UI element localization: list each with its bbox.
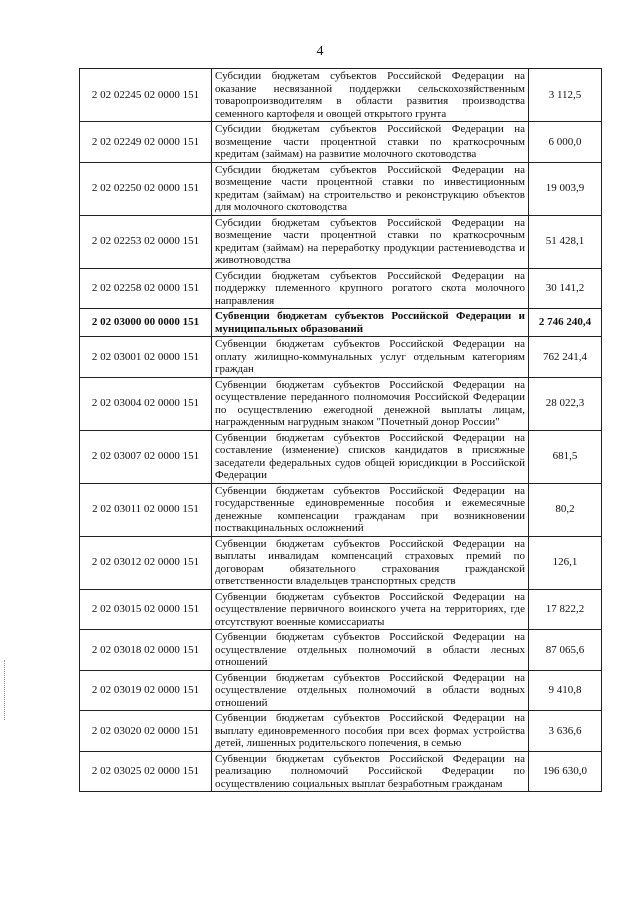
row-amount: 681,5 [529,430,602,483]
row-amount: 17 822,2 [529,589,602,630]
row-code: 2 02 03011 02 0000 151 [80,483,212,536]
table-row [80,630,602,671]
table-row [80,589,602,630]
row-amount: 87 065,6 [529,630,602,671]
table-row [80,122,602,163]
row-description: Субвенции бюджетам субъектов Российской Федерации на осуществление первичного воинского учета на территориях, где отсутствуют военные комиссариаты [212,589,529,630]
row-description: Субвенции бюджетам субъектов Российской Федерации на государственные единовременные пособия и ежемесячные денежные компенсации гражданам при возникновении поствакцинальных осложнений [212,483,529,536]
row-description: Субвенции бюджетам субъектов Российской Федерации на составление (изменение) списков кандидатов в присяжные заседатели федеральных судов общей юрисдикции в Российской Федерации [212,430,529,483]
row-code: 2 02 03012 02 0000 151 [80,536,212,589]
page-number: 4 [316,44,324,59]
row-description: Субвенции бюджетам субъектов Российской Федерации на осуществление отдельных полномочий в области водных отношений [212,670,529,711]
table-row [80,337,602,378]
margin-marks [4,660,7,720]
row-description: Субсидии бюджетам субъектов Российской Федерации на оказание несвязанной поддержки сельскохозяйственным товаропроизводителям в области развития производства семенного картофеля и овощей открытого грунта [212,69,529,122]
table-row [80,215,602,268]
table-row [80,670,602,711]
row-code: 2 02 02253 02 0000 151 [80,215,212,268]
table-row [80,430,602,483]
row-code: 2 02 03020 02 0000 151 [80,711,212,752]
row-description: Субвенции бюджетам субъектов Российской Федерации на осуществление отдельных полномочий в области лесных отношений [212,630,529,671]
row-description: Субсидии бюджетам субъектов Российской Федерации на возмещение части процентной ставки по краткосрочным кредитам (займам) на развитие молочного скотоводства [212,122,529,163]
row-description: Субвенции бюджетам субъектов Российской Федерации на осуществление переданного полномочия Российской Федерации по осуществлению ежегодной денежной выплаты лицам, награжденным нагрудным знаком "Почетный донор России" [212,377,529,430]
row-description: Субвенции бюджетам субъектов Российской Федерации на выплаты инвалидам компенсаций страховых премий по договорам обязательного страхования гражданской ответственности владельцев транспортных средств [212,536,529,589]
row-code: 2 02 03000 00 0000 151 [80,309,212,337]
row-code: 2 02 02249 02 0000 151 [80,122,212,163]
table-row [80,536,602,589]
table-row [80,751,602,792]
row-code: 2 02 03015 02 0000 151 [80,589,212,630]
row-amount: 3 112,5 [529,69,602,122]
row-amount: 30 141,2 [529,268,602,309]
row-code: 2 02 03007 02 0000 151 [80,430,212,483]
table-row [80,268,602,309]
row-code: 2 02 03004 02 0000 151 [80,377,212,430]
row-description: Субсидии бюджетам субъектов Российской Федерации на возмещение части процентной ставки по инвестиционным кредитам (займам) на строительство и реконструкцию объектов для молочного скотоводства [212,162,529,215]
row-code: 2 02 02245 02 0000 151 [80,69,212,122]
row-amount: 762 241,4 [529,337,602,378]
budget-table [79,68,602,792]
row-description: Субвенции бюджетам субъектов Российской Федерации на оплату жилищно-коммунальных услуг отдельным категориям граждан [212,337,529,378]
row-amount: 196 630,0 [529,751,602,792]
row-amount: 80,2 [529,483,602,536]
table-row [80,162,602,215]
row-amount: 6 000,0 [529,122,602,163]
table-row [80,309,602,337]
row-description: Субсидии бюджетам субъектов Российской Федерации на поддержку племенного крупного рогатого скота молочного направления [212,268,529,309]
table-row [80,377,602,430]
row-description: Субвенции бюджетам субъектов Российской Федерации на выплату единовременного пособия при всех формах устройства детей, лишенных родительского попечения, в семью [212,711,529,752]
row-description: Субвенции бюджетам субъектов Российской Федерации и муниципальных образований [212,309,529,337]
table-row [80,483,602,536]
row-amount: 28 022,3 [529,377,602,430]
row-amount: 126,1 [529,536,602,589]
row-description: Субвенции бюджетам субъектов Российской Федерации на реализацию полномочий Российской Федерации по осуществлению социальных выплат безработным гражданам [212,751,529,792]
row-code: 2 02 02250 02 0000 151 [80,162,212,215]
row-amount: 9 410,8 [529,670,602,711]
row-code: 2 02 03019 02 0000 151 [80,670,212,711]
row-code: 2 02 02258 02 0000 151 [80,268,212,309]
row-amount: 19 003,9 [529,162,602,215]
row-code: 2 02 03018 02 0000 151 [80,630,212,671]
row-amount: 51 428,1 [529,215,602,268]
row-code: 2 02 03001 02 0000 151 [80,337,212,378]
row-amount: 3 636,6 [529,711,602,752]
row-amount: 2 746 240,4 [529,309,602,337]
row-description: Субсидии бюджетам субъектов Российской Федерации на возмещение части процентной ставки по краткосрочным кредитам (займам) на переработку продукции растениеводства и животноводства [212,215,529,268]
table-row [80,69,602,122]
row-code: 2 02 03025 02 0000 151 [80,751,212,792]
table-row [80,711,602,752]
